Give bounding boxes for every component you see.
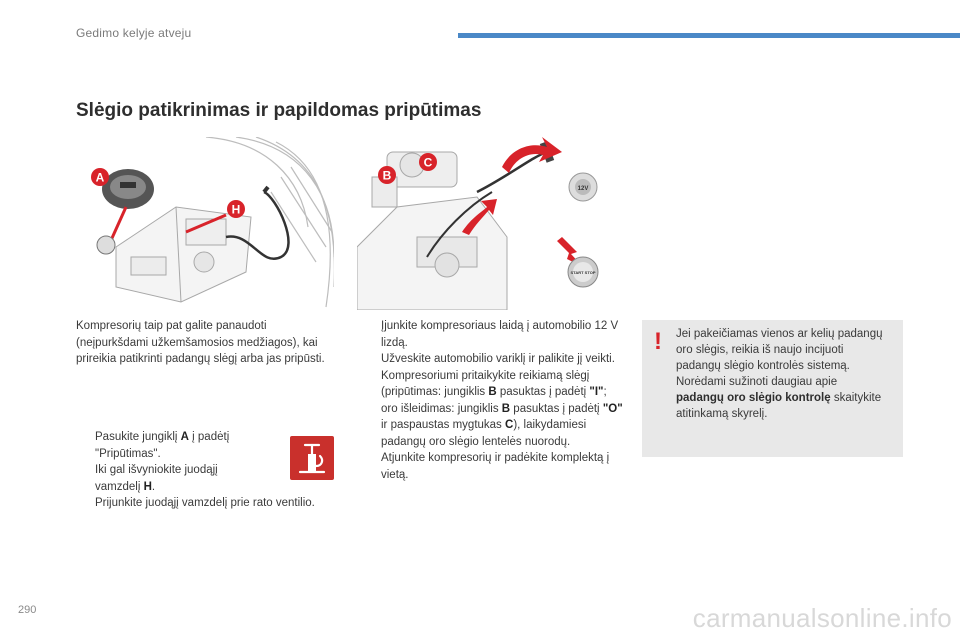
intro-paragraph: Kompresorių taip pat galite panaudoti (neįpurkšdami užkemšamosios medžiagos), kai prireikia patikrinti padangų slėgį arba jas pripūsti. [76,320,325,365]
compressor-controls-illustration [357,137,603,310]
warning-note [642,320,903,457]
page-number: 290 [18,604,37,616]
tyre-pump-icon [290,436,334,480]
header-accent-bar [458,33,960,38]
section-title: Slėgio patikrinimas ir papildomas pripūtimas [76,100,482,121]
warning-note-text: Jei pakeičiamas vienos ar kelių padangų oro slėgis, reikia iš naujo incijuoti padangų slėgio kontrolės sistemą. Norėdami sužinoti daugiau apie padangų oro slėgio kontrolę skaitykite atitinkamą skyrelį. [676,328,883,420]
list-item: Kompresoriumi pritaikykite reikiamą slėgį (pripūtimas: jungiklis B pasuktas į padėtį "I"; oro išleidimas: jungiklis B pasuktas į padėtį "O" ir paspaustas mygtukas C), laikydamiesi padangų oro slėgio lentelės nuorodų. [381,369,623,448]
watermark: carmanualsonline.info [692,603,952,633]
list-item: Įjunkite kompresoriaus laidą į automobilio 12 V lizdą. [381,320,619,349]
callout-a: A [95,170,105,185]
warning-exclamation-icon: ! [654,328,662,355]
callout-c: C [423,155,433,170]
callout-h: H [231,202,241,217]
callout-b: B [382,168,392,183]
steps-list-middle [362,318,624,483]
start-stop-label: START STOP [570,270,596,275]
socket-12v-label: 12V [577,186,589,192]
compressor-tyre-illustration [76,137,334,310]
list-item: Prijunkite juodąjį vamzdelį prie rato ventilio. [95,497,315,509]
list-item: Užveskite automobilio variklį ir palikite jį veikti. [381,353,615,365]
list-item: Iki gal išvyniokite juodąjį vamzdelį H. [95,464,218,493]
running-header: Gedimo kelyje atveju [76,26,192,40]
list-item: Pasukite jungiklį A į padėtį "Pripūtimas". [95,431,230,460]
list-item: Atjunkite kompresorių ir padėkite komplektą į vietą. [381,452,610,481]
